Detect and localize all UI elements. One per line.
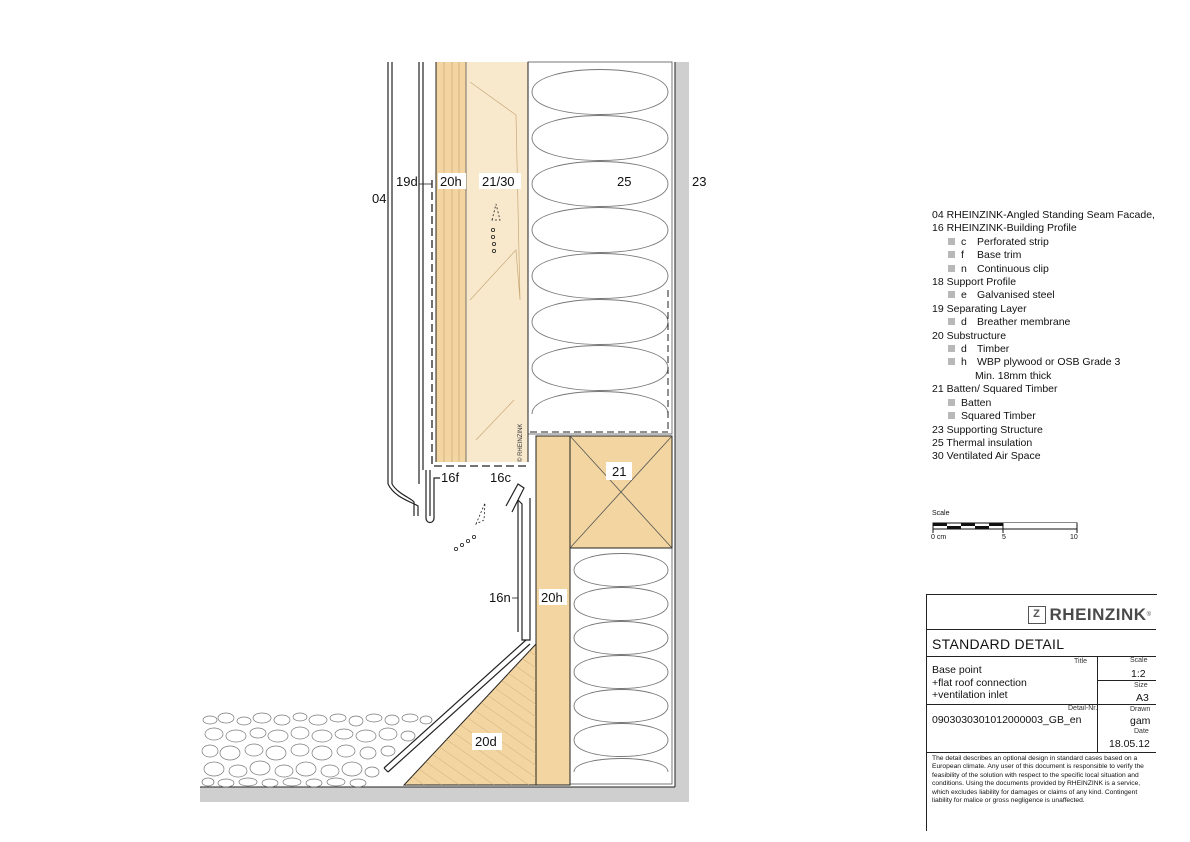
label-16c: 16c <box>490 470 511 485</box>
legend-group-16 <box>932 222 1182 276</box>
upper-substructure <box>436 62 528 462</box>
legend-text: Galvanised steel <box>977 289 1055 302</box>
title-line: +flat roof connection <box>932 676 1027 689</box>
divider <box>1097 704 1098 752</box>
divider <box>1097 680 1156 681</box>
legend-title: 20 Substructure <box>932 329 1007 342</box>
date-value: 18.05.12 <box>1109 738 1150 750</box>
legend-item-extra: Min. 18mm thick <box>975 369 1052 382</box>
legend-group-21 <box>932 383 1182 423</box>
legend-text: Perforated strip <box>977 235 1049 248</box>
legend-text: WBP plywood or OSB Grade 3 <box>977 356 1121 369</box>
legend-item <box>932 289 1182 302</box>
logo-text: RHEINZINK <box>1049 605 1147 624</box>
disclaimer-text: The detail describes an optional design in standard cases based on a European climate. Any user of this document is responsible to verify the feasibility of the solution with respect to the specific local situation and conditions. Using the documents provided by RHEINZINK is a service, which excludes liability for damages or claims of any kind. Contingent liability for malice or gross negligence is unaffected. <box>932 755 1144 805</box>
legend-group-20 <box>932 330 1182 384</box>
legend-text: Squared Timber <box>961 410 1036 423</box>
legend-key: d <box>961 343 967 356</box>
scale-tick-5: 5 <box>1002 534 1006 541</box>
legend-title: 16 RHEINZINK-Building Profile <box>932 222 1077 235</box>
perforated-strip <box>506 484 530 640</box>
scale-bar <box>932 510 1092 550</box>
watermark-text: © RHEINZINK <box>518 423 524 462</box>
legend-key: c <box>961 235 967 248</box>
drawn-caption: Drawn <box>1130 706 1151 713</box>
label-20h-top: 20h <box>440 174 462 189</box>
legend-item <box>932 397 1182 410</box>
divider <box>926 752 1156 753</box>
legend-key: n <box>961 262 967 275</box>
standard-detail-heading: STANDARD DETAIL <box>932 636 1065 652</box>
title-line: Base point <box>932 664 982 676</box>
bullet-square-icon <box>948 251 955 258</box>
bullet-square-icon <box>948 238 955 245</box>
label-21-30: 21/30 <box>482 174 515 189</box>
divider <box>926 656 1156 657</box>
legend-group-30: 30 Ventilated Air Space <box>932 450 1041 463</box>
bullet-square-icon <box>948 358 955 365</box>
bullet-square-icon <box>948 291 955 298</box>
legend-key: e <box>961 289 967 302</box>
scale-tick-10: 10 <box>1070 534 1078 541</box>
label-20d: 20d <box>475 734 497 749</box>
date-caption: Date <box>1134 728 1149 735</box>
legend-text: Continuous clip <box>977 262 1049 275</box>
legend-group-04 <box>932 209 1182 222</box>
legend-item <box>932 316 1182 329</box>
scale-bar-graphic <box>932 520 1082 536</box>
bullet-square-icon <box>948 345 955 352</box>
legend-item <box>932 356 1182 369</box>
label-04: 04 <box>372 191 387 206</box>
scale-caption: Scale <box>1130 657 1148 664</box>
bullet-square-icon <box>948 399 955 406</box>
legend-group-18 <box>932 276 1182 303</box>
legend-item <box>932 343 1182 356</box>
legend-title: 19 Separating Layer <box>932 302 1027 315</box>
legend-title: 04 RHEINZINK-Angled Standing Seam Facade, <box>932 209 1155 221</box>
label-16n: 16n <box>489 590 511 605</box>
legend-item <box>932 263 1182 276</box>
legend-text: Base trim <box>977 249 1022 262</box>
rheinzink-logo <box>1028 604 1151 626</box>
legend-group-25: 25 Thermal insulation <box>932 436 1033 449</box>
legend-group-23: 23 Supporting Structure <box>932 423 1043 436</box>
logo-registered: ® <box>1146 612 1151 618</box>
legend-key: f <box>961 249 964 262</box>
legend-key: h <box>961 356 967 369</box>
gravel-bed <box>202 713 432 787</box>
legend <box>932 209 1182 464</box>
detail-caption: Detail-Nr. <box>1068 705 1098 712</box>
legend-item <box>932 249 1182 262</box>
legend-text: Timber <box>977 343 1010 356</box>
label-23: 23 <box>692 174 707 189</box>
legend-item <box>932 236 1182 249</box>
bullet-square-icon <box>948 318 955 325</box>
legend-text: Batten <box>961 396 992 409</box>
legend-title: 21 Batten/ Squared Timber <box>932 383 1058 396</box>
size-value: A3 <box>1136 692 1149 704</box>
scale-value: 1:2 <box>1131 668 1146 680</box>
bullet-square-icon <box>948 412 955 419</box>
title-caption: Title <box>1074 658 1087 665</box>
scale-bar-title: Scale <box>932 510 950 517</box>
title-block <box>926 594 1157 830</box>
label-25: 25 <box>617 174 632 189</box>
bullet-square-icon <box>948 265 955 272</box>
label-21: 21 <box>612 464 627 479</box>
size-caption: Size <box>1134 682 1148 689</box>
legend-group-19 <box>932 303 1182 330</box>
label-19d: 19d <box>396 174 418 189</box>
title-line: +ventilation inlet <box>932 689 1008 701</box>
divider <box>926 704 1156 705</box>
label-20h-bottom: 20h <box>541 590 563 605</box>
scale-tick-0: 0 cm <box>931 534 947 541</box>
rheinzink-logo-icon: Z <box>1028 606 1046 624</box>
title-lines <box>932 664 1027 702</box>
legend-title: 18 Support Profile <box>932 276 1017 289</box>
legend-text: Breather membrane <box>977 316 1071 329</box>
legend-item <box>932 410 1182 423</box>
divider <box>926 629 1156 630</box>
legend-key: d <box>961 316 967 329</box>
drawn-value: gam <box>1130 715 1151 727</box>
label-16f: 16f <box>441 470 460 485</box>
detail-number: 0903030301012000003_GB_en <box>932 714 1082 726</box>
